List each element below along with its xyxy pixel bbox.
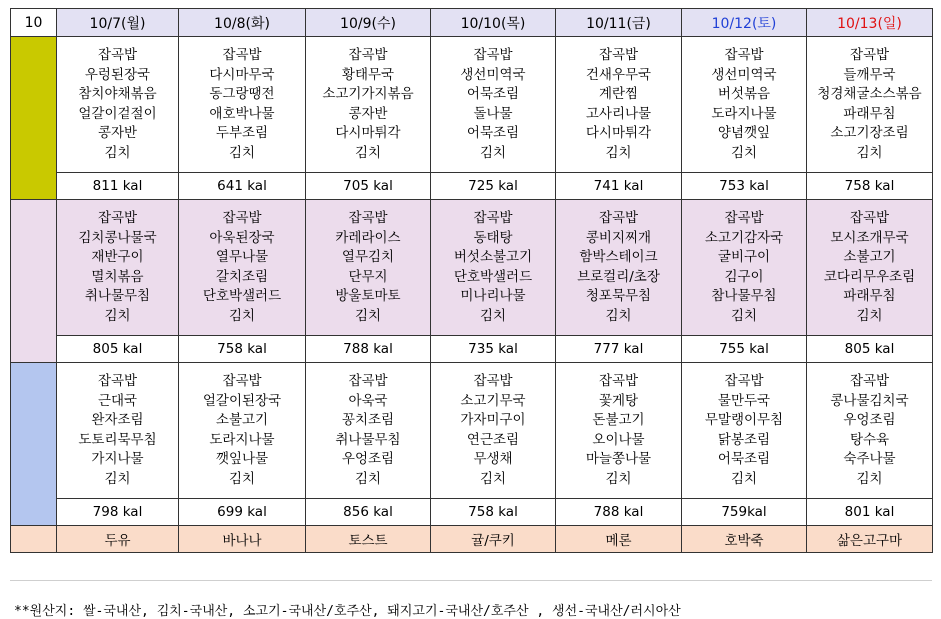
dish-item: 어묵조림 [717, 451, 771, 467]
kcal-cell: 805 kal [57, 336, 179, 363]
lunch-kcal-row [11, 336, 933, 363]
kcal-cell: 788 kal [556, 499, 682, 526]
snack-marker [11, 526, 57, 553]
dish-item: 잡곡밥 [598, 47, 639, 63]
dish-item: 참나물무침 [711, 288, 777, 304]
dish-item: 굴비구이 [717, 249, 771, 265]
dish-item: 잡곡밥 [348, 373, 388, 389]
dish-item: 갈치조림 [215, 268, 269, 285]
dish-item: 김치 [605, 307, 632, 324]
menu-cell [807, 200, 933, 336]
dish-item: 방울토마토 [335, 288, 401, 304]
dish-item: 잡곡밥 [473, 47, 513, 63]
menu-cell [682, 200, 807, 336]
dish-item: 브로컬리/초장 [577, 268, 660, 285]
dish-item: 김치 [605, 470, 632, 487]
dish-item: 잡곡밥 [724, 373, 764, 389]
breakfast-kcal-row [11, 173, 933, 200]
menu-cell [431, 200, 556, 336]
dish-item: 물만두국 [717, 392, 771, 409]
kcal-cell: 759kal [682, 499, 807, 526]
dish-item: 다시마무국 [209, 66, 275, 83]
dish-item: 열무나물 [215, 249, 269, 265]
dish-item: 우렁된장국 [84, 66, 151, 83]
dinner-menu-row [11, 363, 933, 499]
dish-item: 참치야채볶음 [78, 86, 157, 102]
dish-item: 콩자반 [97, 125, 138, 141]
dish-item: 함박스테이크 [579, 249, 658, 265]
dish-item: 모시조개무국 [830, 229, 909, 246]
menu-cell [556, 200, 682, 336]
dish-item: 잡곡밥 [724, 47, 764, 63]
dish-item: 우엉조림 [341, 451, 395, 467]
kcal-cell: 758 kal [807, 173, 933, 200]
dish-item: 김치 [479, 144, 507, 161]
day-header: 10/10(목) [431, 9, 556, 37]
dish-item: 단호박샐러드 [202, 288, 282, 304]
day-header: 10/9(수) [306, 9, 431, 37]
month-cell: 10 [11, 9, 57, 37]
dish-item: 김치 [856, 307, 883, 324]
kcal-cell: 735 kal [431, 336, 556, 363]
menu-cell [682, 37, 807, 173]
dish-item: 콩나물김치국 [830, 392, 909, 409]
dish-item: 잡곡밥 [222, 47, 262, 63]
kcal-cell: 753 kal [682, 173, 807, 200]
kcal-cell: 801 kal [807, 499, 933, 526]
dish-item: 김치 [479, 470, 507, 487]
snack-cell: 토스트 [306, 526, 431, 553]
dish-item: 오이나물 [592, 431, 645, 448]
dish-item: 청포묵무침 [585, 288, 652, 304]
dinner-marker [11, 363, 57, 526]
kcal-cell: 788 kal [306, 336, 431, 363]
menu-cell [682, 363, 807, 499]
dinner-kcal-row [11, 499, 933, 526]
menu-cell [306, 363, 431, 499]
dish-item: 파래무침 [843, 105, 896, 122]
dish-item: 잡곡밥 [598, 210, 639, 226]
menu-cell [807, 37, 933, 173]
dish-item: 김치 [104, 470, 131, 487]
dish-item: 잡곡밥 [724, 210, 764, 226]
dish-item: 꽁치조림 [341, 412, 395, 428]
kcal-cell: 705 kal [306, 173, 431, 200]
dish-item: 양념깻잎 [717, 125, 771, 141]
dish-item: 고사리나물 [585, 105, 652, 122]
menu-cell [57, 37, 179, 173]
kcal-cell: 641 kal [179, 173, 306, 200]
menu-cell [306, 200, 431, 336]
dish-item: 소고기장조림 [830, 125, 909, 141]
dish-item: 도라지나물 [711, 105, 777, 122]
dish-item: 얼갈이된장국 [202, 392, 282, 409]
dish-item: 잡곡밥 [473, 373, 513, 389]
menu-cell [306, 37, 431, 173]
dish-item: 생선미역국 [711, 66, 777, 83]
dish-item: 가자미구이 [460, 412, 526, 428]
snack-cell: 호박죽 [682, 526, 807, 553]
menu-cell [57, 363, 179, 499]
kcal-cell: 856 kal [306, 499, 431, 526]
kcal-cell: 699 kal [179, 499, 306, 526]
dish-item: 동태탕 [473, 229, 513, 246]
dish-item: 꽃게탕 [598, 392, 639, 409]
dish-item: 소고기무국 [460, 392, 526, 409]
menu-cell [57, 200, 179, 336]
dish-item: 콩자반 [348, 105, 388, 122]
dish-item: 탕수육 [849, 431, 890, 448]
dish-item: 코다리무우조림 [823, 268, 916, 285]
dish-item: 생선미역국 [460, 66, 526, 83]
dish-item: 김치 [856, 470, 883, 487]
breakfast-marker [11, 37, 57, 200]
kcal-cell: 758 kal [431, 499, 556, 526]
dish-item: 돌나물 [473, 105, 513, 122]
dish-item: 재반구이 [91, 249, 144, 265]
dish-item: 잡곡밥 [473, 210, 513, 226]
dish-item: 얼갈이겉절이 [78, 105, 157, 122]
dish-item: 청경채굴소스볶음 [817, 86, 922, 102]
dish-item: 가지나물 [91, 451, 144, 467]
day-header: 10/8(화) [179, 9, 306, 37]
origin-footnote: **원산지: 쌀-국내산, 김치-국내산, 소고기-국내산/호주산, 돼지고기-국내산/호주산 , 생선-국내산/러시아산 [14, 604, 681, 619]
dish-item: 잡곡밥 [222, 373, 262, 389]
dish-item: 닭봉조림 [717, 431, 771, 448]
dish-item: 도토리묵무침 [78, 431, 157, 448]
kcal-cell: 725 kal [431, 173, 556, 200]
dish-item: 단무지 [348, 268, 388, 285]
dish-item: 소고기가지볶음 [322, 86, 414, 102]
lunch-marker [11, 200, 57, 363]
dish-item: 김치 [354, 144, 382, 161]
dish-item: 김치콩나물국 [78, 229, 157, 246]
dish-item: 잡곡밥 [97, 210, 138, 226]
kcal-cell: 758 kal [179, 336, 306, 363]
dish-item: 버섯소불고기 [453, 249, 533, 265]
dish-item: 버섯볶음 [717, 86, 771, 102]
menu-cell [179, 200, 306, 336]
dish-item: 김구이 [724, 268, 764, 285]
dish-item: 애호박나물 [209, 105, 275, 122]
snack-cell: 바나나 [179, 526, 306, 553]
dish-item: 깻잎나물 [215, 451, 269, 467]
dish-item: 김치 [730, 470, 758, 487]
dish-item: 무말랭이무침 [704, 412, 784, 428]
kcal-cell: 805 kal [807, 336, 933, 363]
dish-item: 잡곡밥 [348, 47, 388, 63]
day-header-saturday: 10/12(토) [682, 9, 807, 37]
dish-item: 김치 [354, 470, 382, 487]
lunch-menu-row [11, 200, 933, 336]
dish-item: 김치 [605, 144, 632, 161]
kcal-cell: 798 kal [57, 499, 179, 526]
dish-item: 소고기감자국 [704, 229, 784, 246]
dish-item: 잡곡밥 [849, 373, 890, 389]
dish-item: 콩비지찌개 [585, 229, 652, 246]
snack-row [11, 526, 933, 553]
header-row [11, 9, 933, 37]
dish-item: 잡곡밥 [97, 373, 138, 389]
dish-item: 잡곡밥 [598, 373, 639, 389]
dish-item: 김치 [104, 307, 131, 324]
dish-item: 김치 [856, 144, 883, 161]
dish-item: 소불고기 [215, 412, 269, 428]
dish-item: 김치 [228, 144, 256, 161]
dish-item: 김치 [730, 307, 758, 324]
dish-item: 단호박샐러드 [453, 268, 533, 285]
dish-item: 어묵조림 [466, 86, 520, 102]
dish-item: 김치 [104, 144, 131, 161]
dish-item: 근대국 [97, 392, 138, 409]
dish-item: 들깨무국 [843, 66, 896, 83]
dish-item: 잡곡밥 [849, 47, 890, 63]
menu-cell [556, 363, 682, 499]
dish-item: 연근조림 [466, 431, 520, 448]
snack-cell: 귤/쿠키 [431, 526, 556, 553]
dish-item: 취나물무침 [335, 431, 401, 448]
dish-item: 파래무침 [843, 288, 896, 304]
weekly-menu-table [10, 8, 933, 553]
menu-cell [179, 37, 306, 173]
dish-item: 다시마튀각 [585, 125, 652, 141]
dish-item: 잡곡밥 [222, 210, 262, 226]
dish-item: 다시마튀각 [335, 125, 401, 141]
dish-item: 취나물무침 [84, 288, 151, 304]
kcal-cell: 755 kal [682, 336, 807, 363]
snack-cell: 두유 [57, 526, 179, 553]
snack-cell: 삶은고구마 [807, 526, 933, 553]
breakfast-menu-row [11, 37, 933, 173]
kcal-cell: 777 kal [556, 336, 682, 363]
dish-item: 김치 [730, 144, 758, 161]
dish-item: 계란찜 [598, 86, 639, 102]
dish-item: 미나리나물 [460, 288, 526, 304]
dish-item: 두부조림 [215, 125, 269, 141]
dish-item: 카레라이스 [335, 229, 401, 246]
dish-item: 김치 [228, 307, 256, 324]
dish-item: 소불고기 [843, 249, 896, 265]
dish-item: 완자조림 [91, 412, 144, 428]
dish-item: 김치 [354, 307, 382, 324]
dish-item: 아욱국 [348, 392, 388, 409]
dish-item: 열무김치 [341, 249, 395, 265]
dish-item: 무생채 [473, 451, 513, 467]
day-header-sunday: 10/13(일) [807, 9, 933, 37]
dish-item: 우엉조림 [843, 412, 896, 428]
kcal-cell: 741 kal [556, 173, 682, 200]
menu-cell [431, 363, 556, 499]
day-header: 10/7(월) [57, 9, 179, 37]
dish-item: 숙주나물 [843, 451, 896, 467]
dish-item: 건새우무국 [585, 66, 652, 83]
dish-item: 황태무국 [341, 66, 395, 83]
dish-item: 멸치볶음 [91, 268, 144, 285]
dish-item: 어묵조림 [466, 125, 520, 141]
dish-item: 잡곡밥 [849, 210, 890, 226]
dish-item: 돈불고기 [592, 412, 645, 428]
dish-item: 잡곡밥 [97, 47, 138, 63]
dish-item: 김치 [479, 307, 507, 324]
dish-item: 마늘쫑나물 [585, 451, 652, 467]
menu-cell [179, 363, 306, 499]
dish-item: 김치 [228, 470, 256, 487]
divider-line [10, 580, 932, 581]
snack-cell: 메론 [556, 526, 682, 553]
dish-item: 동그랑땡전 [209, 86, 275, 102]
dish-item: 도라지나물 [209, 431, 275, 448]
menu-cell [431, 37, 556, 173]
menu-cell [807, 363, 933, 499]
dish-item: 잡곡밥 [348, 210, 388, 226]
day-header: 10/11(금) [556, 9, 682, 37]
dish-item: 아욱된장국 [209, 229, 275, 246]
menu-cell [556, 37, 682, 173]
kcal-cell: 811 kal [57, 173, 179, 200]
